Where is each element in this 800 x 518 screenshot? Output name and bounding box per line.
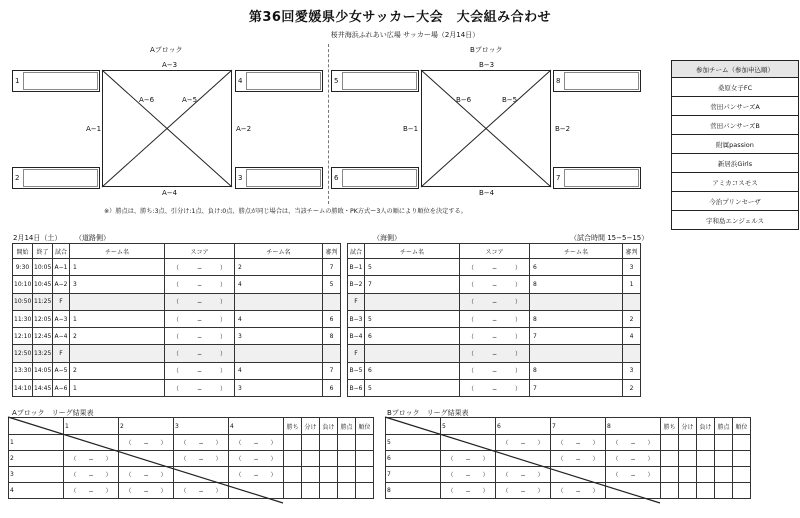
- team-row-header: 7: [386, 467, 441, 483]
- block-b-label: Bブロック: [470, 46, 503, 54]
- team-row-header: 8: [386, 483, 441, 499]
- result-cell: （ − ）: [441, 451, 496, 467]
- team-1: 3: [70, 276, 165, 293]
- team-name: 今治プリンセーザ: [672, 192, 799, 211]
- stat-cell: [661, 451, 679, 467]
- start-time: 11:30: [13, 310, 33, 327]
- team-2: 8: [530, 276, 623, 293]
- team-1: [365, 293, 460, 310]
- score: （ − ）: [165, 259, 235, 276]
- score: （ − ）: [460, 362, 530, 379]
- score: （ − ）: [460, 259, 530, 276]
- block-divider: [328, 44, 329, 204]
- result-cell: （ − ）: [496, 483, 551, 499]
- stat-cell: [338, 435, 356, 451]
- block-a-diagram: [102, 70, 232, 187]
- stat-cell: [697, 435, 715, 451]
- team-1: 7: [365, 276, 460, 293]
- road-side-label: （道路側）: [75, 234, 110, 242]
- score: （ − ）: [165, 328, 235, 345]
- match-id: A−2: [53, 276, 70, 293]
- col-draw: 分け: [679, 418, 697, 435]
- stat-cell: [661, 483, 679, 499]
- schedule-row: [348, 345, 641, 362]
- team-col-header: 1: [64, 418, 119, 435]
- schedule-row: [13, 310, 341, 327]
- road-side-schedule: [12, 243, 341, 397]
- team-row-header: 1: [9, 435, 64, 451]
- result-cell: （ − ）: [119, 483, 174, 499]
- start-time: 12:10: [13, 328, 33, 345]
- block-b-slot-7: 7: [553, 167, 641, 189]
- match-id: B−4: [348, 328, 365, 345]
- referee: 7: [323, 259, 341, 276]
- team-1: 1: [70, 310, 165, 327]
- schedule-row: [348, 276, 641, 293]
- referee: [323, 293, 341, 310]
- team-2: [530, 293, 623, 310]
- col-score: スコア: [460, 244, 530, 259]
- team-2: 3: [235, 328, 323, 345]
- team-1: 5: [365, 259, 460, 276]
- referee: 2: [623, 380, 641, 397]
- schedule-row: [348, 293, 641, 310]
- stat-cell: [320, 483, 338, 499]
- block-a-match-diag1: A−6: [139, 96, 155, 104]
- score: （ − ）: [165, 310, 235, 327]
- team-2: 6: [530, 259, 623, 276]
- schedule-row: [13, 328, 341, 345]
- end-time: 14:05: [33, 362, 53, 379]
- result-cell: （ − ）: [551, 451, 606, 467]
- schedule-row: [13, 345, 341, 362]
- stat-cell: [302, 467, 320, 483]
- team-col-header: 4: [229, 418, 284, 435]
- block-a-slot-3: 3: [235, 167, 323, 189]
- score: （ − ）: [165, 293, 235, 310]
- team-row-header: 5: [386, 435, 441, 451]
- team-name: アミカコスモス: [672, 173, 799, 192]
- stat-cell: [356, 435, 374, 451]
- team-2: 8: [530, 362, 623, 379]
- block-b-match-diag1: B−6: [456, 96, 472, 104]
- referee: 5: [323, 276, 341, 293]
- col-rank: 順位: [356, 418, 374, 435]
- stat-cell: [338, 451, 356, 467]
- team-1: 1: [70, 259, 165, 276]
- stat-cell: [302, 435, 320, 451]
- match-id: B−5: [348, 362, 365, 379]
- stat-cell: [679, 467, 697, 483]
- start-time: 9:30: [13, 259, 33, 276]
- col-referee: 審判: [623, 244, 641, 259]
- stat-cell: [320, 467, 338, 483]
- result-cell: （ − ）: [496, 467, 551, 483]
- league-b-title: Bブロック リーグ結果表: [387, 409, 469, 417]
- referee: 4: [623, 328, 641, 345]
- team-2: [530, 345, 623, 362]
- referee: [623, 293, 641, 310]
- team-2: 7: [530, 328, 623, 345]
- team-1: [365, 345, 460, 362]
- stat-cell: [733, 435, 751, 451]
- match-time-label: （試合時間 15−5−15）: [570, 234, 649, 242]
- stat-cell: [302, 451, 320, 467]
- sea-side-schedule: [347, 243, 641, 397]
- league-diagonal-line: [8, 417, 283, 503]
- stat-cell: [661, 467, 679, 483]
- team-col-header: 5: [441, 418, 496, 435]
- block-b-slot-6: 6: [331, 167, 419, 189]
- team-1: [70, 293, 165, 310]
- stat-cell: [356, 483, 374, 499]
- col-points: 勝点: [338, 418, 356, 435]
- referee: 6: [323, 380, 341, 397]
- result-cell: （ − ）: [64, 451, 119, 467]
- start-time: 12:50: [13, 345, 33, 362]
- col-score: スコア: [165, 244, 235, 259]
- stat-cell: [661, 435, 679, 451]
- team-row-header: 2: [9, 451, 64, 467]
- result-cell: （ − ）: [229, 435, 284, 451]
- points-note: ※）勝点は、勝ち:3点、引分け:1点、負け:0点、勝点が同じ場合は、当該チームの勝敗・PK方式ー3人の順により順位を決定する。: [104, 208, 467, 215]
- stat-cell: [338, 483, 356, 499]
- venue: 桜井海浜ふれあい広場 サッカー場（2月14日）: [330, 31, 480, 39]
- result-cell: （ − ）: [64, 467, 119, 483]
- start-time: 14:10: [13, 380, 33, 397]
- stat-cell: [284, 451, 302, 467]
- score: （ − ）: [165, 380, 235, 397]
- stat-cell: [697, 483, 715, 499]
- score: （ − ）: [165, 276, 235, 293]
- col-rank: 順位: [733, 418, 751, 435]
- schedule-row: [13, 276, 341, 293]
- referee: 3: [623, 362, 641, 379]
- match-id: B−6: [348, 380, 365, 397]
- stat-cell: [284, 483, 302, 499]
- result-cell: （ − ）: [606, 451, 661, 467]
- team-1: [70, 345, 165, 362]
- block-b-match-right: B−2: [555, 125, 571, 133]
- result-cell: （ − ）: [174, 483, 229, 499]
- score: （ − ）: [460, 328, 530, 345]
- match-id: A−5: [53, 362, 70, 379]
- result-cell: （ − ）: [229, 451, 284, 467]
- result-cell: （ − ）: [174, 451, 229, 467]
- match-id: B−2: [348, 276, 365, 293]
- match-id: F: [348, 293, 365, 310]
- start-time: 10:50: [13, 293, 33, 310]
- score: （ − ）: [460, 345, 530, 362]
- stat-cell: [733, 451, 751, 467]
- end-time: 10:45: [33, 276, 53, 293]
- match-id: A−3: [53, 310, 70, 327]
- stat-cell: [679, 435, 697, 451]
- schedule-row: [13, 362, 341, 379]
- match-id: A−6: [53, 380, 70, 397]
- referee: [623, 345, 641, 362]
- team-name: 菅田パンサーズB: [672, 116, 799, 135]
- team-row-header: 4: [9, 483, 64, 499]
- score: （ − ）: [460, 293, 530, 310]
- result-cell: （ − ）: [119, 467, 174, 483]
- stat-cell: [320, 435, 338, 451]
- stat-cell: [697, 451, 715, 467]
- schedule-row: [348, 362, 641, 379]
- referee: 7: [323, 362, 341, 379]
- col-loss: 負け: [320, 418, 338, 435]
- block-a-match-top: A−3: [162, 61, 178, 69]
- match-id: B−3: [348, 310, 365, 327]
- col-team: チーム名: [235, 244, 323, 259]
- result-cell: （ − ）: [64, 483, 119, 499]
- team-col-header: 2: [119, 418, 174, 435]
- start-time: 13:30: [13, 362, 33, 379]
- stat-cell: [715, 435, 733, 451]
- team-2: 4: [235, 362, 323, 379]
- team-col-header: 6: [496, 418, 551, 435]
- stat-cell: [715, 483, 733, 499]
- end-time: 12:05: [33, 310, 53, 327]
- block-a-match-right: A−2: [236, 125, 252, 133]
- match-id: B−1: [348, 259, 365, 276]
- team-row-header: 6: [386, 451, 441, 467]
- score: （ − ）: [460, 380, 530, 397]
- result-cell: （ − ）: [551, 435, 606, 451]
- col-win: 勝ち: [284, 418, 302, 435]
- team-name: 新居浜Girls: [672, 154, 799, 173]
- col-win: 勝ち: [661, 418, 679, 435]
- team-1: 2: [70, 328, 165, 345]
- result-cell: （ − ）: [551, 483, 606, 499]
- score: （ − ）: [165, 362, 235, 379]
- team-2: 3: [235, 380, 323, 397]
- team-1: 5: [365, 310, 460, 327]
- result-cell: （ − ）: [441, 483, 496, 499]
- col-match: 試合: [53, 244, 70, 259]
- col-referee: 審判: [323, 244, 341, 259]
- team-col-header: 8: [606, 418, 661, 435]
- block-a-match-left: A−1: [86, 125, 102, 133]
- block-b-slot-8: 8: [553, 70, 641, 92]
- schedule-row: [348, 259, 641, 276]
- start-time: 10:10: [13, 276, 33, 293]
- team-2: [235, 293, 323, 310]
- end-time: 11:25: [33, 293, 53, 310]
- result-cell: （ − ）: [174, 435, 229, 451]
- team-2: 2: [235, 259, 323, 276]
- team-row-header: 3: [9, 467, 64, 483]
- referee: 1: [623, 276, 641, 293]
- score: （ − ）: [165, 345, 235, 362]
- block-a-label: Aブロック: [150, 46, 183, 54]
- team-2: 8: [530, 310, 623, 327]
- score: （ − ）: [460, 276, 530, 293]
- team-1: 6: [365, 328, 460, 345]
- block-b-slot-5: 5: [331, 70, 419, 92]
- end-time: 12:45: [33, 328, 53, 345]
- stat-cell: [356, 451, 374, 467]
- page-title: 第36回愛媛県少女サッカー大会 大会組み合わせ: [248, 10, 552, 25]
- stat-cell: [302, 483, 320, 499]
- match-id: F: [53, 293, 70, 310]
- stat-cell: [733, 467, 751, 483]
- col-team: チーム名: [530, 244, 623, 259]
- stat-cell: [284, 467, 302, 483]
- team-col-header: 7: [551, 418, 606, 435]
- block-a-slot-2: 2: [12, 167, 100, 189]
- stat-cell: [715, 467, 733, 483]
- result-cell: （ − ）: [496, 435, 551, 451]
- league-a-title: Aブロック リーグ結果表: [12, 409, 94, 417]
- col-start: 開始: [13, 244, 33, 259]
- team-col-header: 3: [174, 418, 229, 435]
- team-2: 7: [530, 380, 623, 397]
- result-cell: （ − ）: [119, 435, 174, 451]
- referee: 6: [323, 310, 341, 327]
- end-time: 14:45: [33, 380, 53, 397]
- match-id: F: [53, 345, 70, 362]
- league-a-wrap: [8, 417, 374, 499]
- team-name: 附属passion: [672, 135, 799, 154]
- match-id: F: [348, 345, 365, 362]
- team-1: 2: [70, 362, 165, 379]
- stat-cell: [356, 467, 374, 483]
- col-draw: 分け: [302, 418, 320, 435]
- col-loss: 負け: [697, 418, 715, 435]
- schedule-row: [13, 380, 341, 397]
- schedule-date: 2月14日（土）: [13, 234, 62, 242]
- schedule-row: [348, 310, 641, 327]
- stat-cell: [679, 483, 697, 499]
- participant-header: 参加チーム（参加申込順）: [672, 61, 799, 78]
- result-cell: （ − ）: [229, 467, 284, 483]
- participant-teams: [671, 60, 799, 230]
- team-2: 4: [235, 310, 323, 327]
- result-cell: （ − ）: [606, 467, 661, 483]
- league-diagonal-line: [385, 417, 660, 503]
- block-b-match-left: B−1: [403, 125, 419, 133]
- team-2: [235, 345, 323, 362]
- team-name: 宇和島エンジェルス: [672, 211, 799, 230]
- stat-cell: [697, 467, 715, 483]
- col-match: 試合: [348, 244, 365, 259]
- col-team: チーム名: [365, 244, 460, 259]
- score: （ − ）: [460, 310, 530, 327]
- team-1: 1: [70, 380, 165, 397]
- block-a-match-bottom: A−4: [162, 189, 178, 197]
- stat-cell: [284, 435, 302, 451]
- stat-cell: [679, 451, 697, 467]
- sea-side-label: （海側）: [373, 234, 401, 242]
- referee: 2: [623, 310, 641, 327]
- end-time: 13:25: [33, 345, 53, 362]
- col-points: 勝点: [715, 418, 733, 435]
- team-name: 菅田パンサーズA: [672, 97, 799, 116]
- stat-cell: [320, 451, 338, 467]
- team-1: 5: [365, 380, 460, 397]
- col-team: チーム名: [70, 244, 165, 259]
- schedule-row: [348, 380, 641, 397]
- result-cell: （ − ）: [441, 467, 496, 483]
- stat-cell: [715, 451, 733, 467]
- end-time: 10:05: [33, 259, 53, 276]
- result-cell: （ − ）: [606, 435, 661, 451]
- block-b-diagram: [421, 70, 551, 187]
- block-a-match-diag2: A−5: [182, 96, 198, 104]
- stat-cell: [338, 467, 356, 483]
- team-1: 6: [365, 362, 460, 379]
- schedule-row: [13, 259, 341, 276]
- block-b-match-bottom: B−4: [479, 189, 495, 197]
- block-a-slot-1: 1: [12, 70, 100, 92]
- match-id: A−1: [53, 259, 70, 276]
- team-2: 4: [235, 276, 323, 293]
- col-end: 終了: [33, 244, 53, 259]
- referee: 8: [323, 328, 341, 345]
- match-id: A−4: [53, 328, 70, 345]
- referee: [323, 345, 341, 362]
- block-b-match-diag2: B−5: [502, 96, 518, 104]
- block-b-match-top: B−3: [479, 61, 495, 69]
- schedule-row: [348, 328, 641, 345]
- schedule-row: [13, 293, 341, 310]
- stat-cell: [733, 483, 751, 499]
- league-b-wrap: [385, 417, 751, 499]
- referee: 3: [623, 259, 641, 276]
- team-name: 桑原女子FC: [672, 78, 799, 97]
- block-a-slot-4: 4: [235, 70, 323, 92]
